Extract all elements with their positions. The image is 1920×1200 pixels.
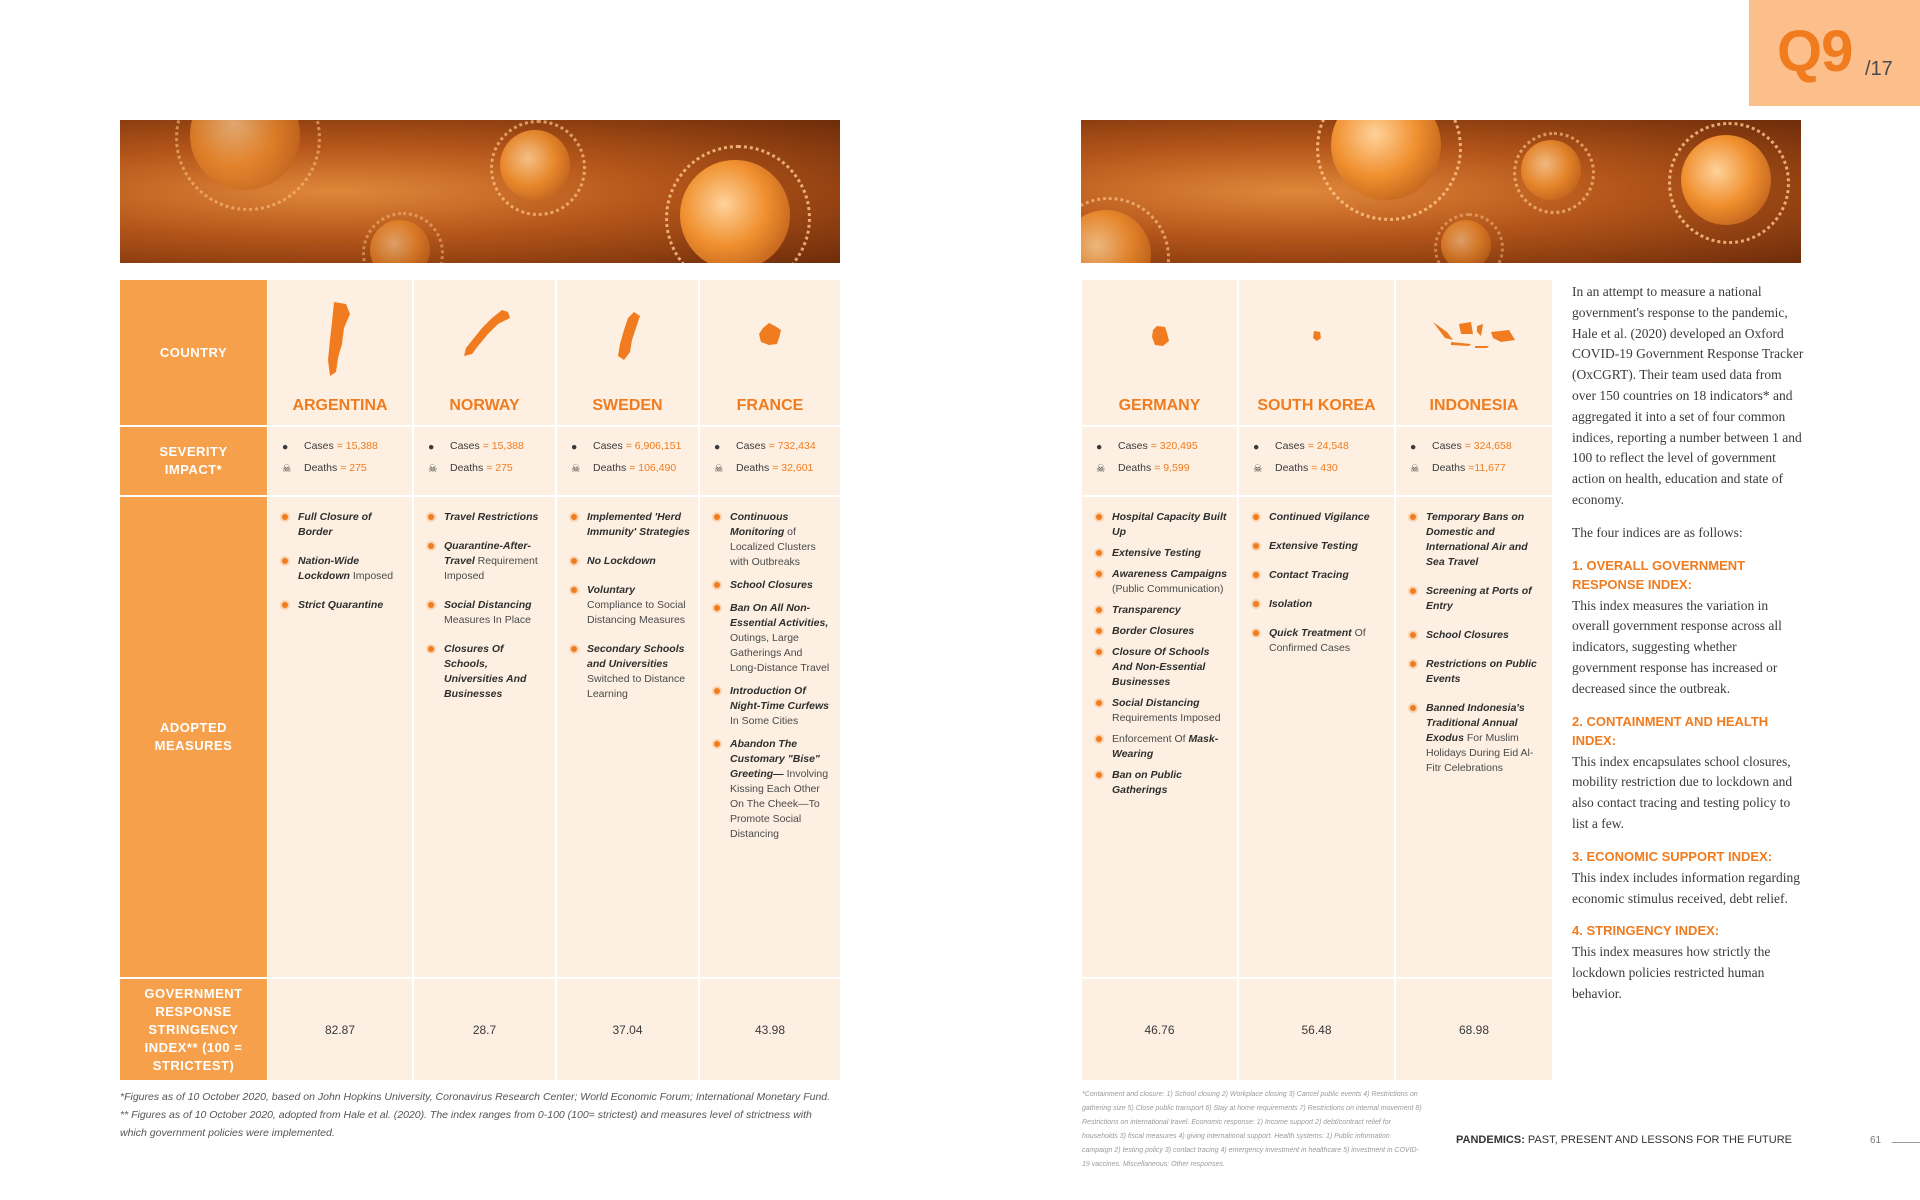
virus-icon: ● <box>571 441 578 453</box>
stringency-value: 56.48 <box>1301 1023 1332 1037</box>
germany-map-icon <box>1149 325 1171 347</box>
list-item: Social Distancing Requirements Imposed <box>1096 696 1229 726</box>
measures-list <box>428 510 547 716</box>
severity-figures: ● Cases = 324,658 ☠ Deaths =11,677 <box>1410 435 1512 479</box>
country-column-argentina <box>268 280 412 1080</box>
list-item: Voluntary Compliance to Social Distancing Measures <box>571 583 690 628</box>
skull-icon: ☠ <box>571 463 581 475</box>
list-item: Transparency <box>1096 603 1229 618</box>
measures-list <box>571 510 690 716</box>
question-number: Q9 <box>1777 19 1853 84</box>
list-item: Secondary Schools and Universities Switched to Distance Learning <box>571 642 690 702</box>
france-map-icon <box>757 322 783 346</box>
list-item: Banned Indonesia's Traditional Annual Exodus For Muslim Holidays During Eid Al-Fitr Celebrations <box>1410 701 1544 776</box>
stringency-value: 82.87 <box>324 1023 356 1037</box>
index-explanation <box>1572 282 1804 1017</box>
stringency-value: 37.04 <box>612 1023 643 1037</box>
stringency-value: 28.7 <box>472 1023 497 1037</box>
list-item: Ban On All Non-Essential Activities, Outings, Large Gatherings And Long-Distance Travel <box>714 601 832 676</box>
country-column-norway <box>414 280 555 1080</box>
row-header-severity: SEVERITY IMPACT* <box>120 427 267 495</box>
country-name: GERMANY <box>1118 397 1201 414</box>
row-header-measures: ADOPTED MEASURES <box>120 497 267 977</box>
index-description: This index includes information regarding economic stimulus received, debt relief. <box>1572 869 1800 906</box>
country-column-south-korea <box>1239 280 1394 1080</box>
list-item: Full Closure of Border <box>282 510 404 540</box>
list-item: School Closures <box>1410 628 1544 643</box>
index-title: 4. STRINGENCY INDEX: <box>1572 923 1720 939</box>
question-badge <box>1749 0 1920 106</box>
skull-icon: ☠ <box>714 463 724 475</box>
row-header-stringency: GOVERNMENT RESPONSE STRINGENCY INDEX** (100 = STRICTEST) <box>120 979 267 1080</box>
virus-icon: ● <box>428 441 435 453</box>
country-column-indonesia <box>1396 280 1552 1080</box>
argentina-map-icon <box>320 300 360 378</box>
index-title: 1. OVERALL GOVERNMENT RESPONSE INDEX: <box>1572 557 1746 592</box>
stringency-value: 46.76 <box>1144 1023 1175 1037</box>
list-item: Nation-Wide Lockdown Imposed <box>282 554 404 584</box>
skull-icon: ☠ <box>1410 463 1420 475</box>
running-footer: PANDEMICS: PAST, PRESENT AND LESSONS FOR THE FUTURE <box>1456 1134 1792 1146</box>
norway-map-icon <box>458 308 512 358</box>
list-item: Extensive Testing <box>1096 546 1229 561</box>
virus-banner-left <box>120 120 840 263</box>
stringency-value: 68.98 <box>1458 1023 1490 1037</box>
list-item: Abandon The Customary "Bise" Greeting— Involving Kissing Each Other On The Cheek—To Promote Social Distancing <box>714 737 832 842</box>
severity-figures: ● Cases = 320,495 ☠ Deaths = 9,599 <box>1096 435 1198 479</box>
index-description: This index encapsulates school closures, mobility restriction due to lockdown and also contact tracing and testing policy to list a few. <box>1572 753 1793 831</box>
virus-icon: ● <box>714 441 721 453</box>
sweden-map-icon <box>612 310 644 362</box>
country-name: SWEDEN <box>592 397 663 414</box>
severity-figures: ● Cases = 6,906,151 ☠ Deaths = 106,490 <box>571 435 681 479</box>
skull-icon: ☠ <box>1253 463 1263 475</box>
index-description: This index measures the variation in overall government response across all indicators, suggesting whether government response has increased or decreased since the outbreak. <box>1572 597 1782 696</box>
list-item: No Lockdown <box>571 554 690 569</box>
list-item: Border Closures <box>1096 624 1229 639</box>
country-column-france <box>700 280 840 1080</box>
index-title: 3. ECONOMIC SUPPORT INDEX: <box>1572 848 1773 864</box>
page-number: 61 <box>1870 1135 1882 1146</box>
list-item: Ban on Public Gatherings <box>1096 768 1229 798</box>
index-description: This index measures how strictly the lockdown policies restricted human behavior. <box>1572 944 1771 1001</box>
indonesia-map-icon <box>1431 318 1517 352</box>
right-country-table <box>1082 280 1552 1080</box>
list-item: Closure Of Schools And Non-Essential Businesses <box>1096 645 1229 690</box>
list-item: Contact Tracing <box>1253 568 1386 583</box>
measures-list <box>282 510 404 627</box>
skull-icon: ☠ <box>428 463 438 475</box>
severity-figures: ● Cases = 732,434 ☠ Deaths = 32,601 <box>714 435 816 479</box>
virus-icon: ● <box>1253 441 1260 453</box>
list-item: Travel Restrictions <box>428 510 547 525</box>
list-item: Implemented 'Herd Immunity' Strategies <box>571 510 690 540</box>
country-name: FRANCE <box>736 397 804 414</box>
virus-banner-right <box>1081 120 1801 263</box>
list-item: Social Distancing Measures In Place <box>428 598 547 628</box>
measures-list <box>1410 510 1544 790</box>
footer-rule <box>1892 1142 1920 1143</box>
skull-icon: ☠ <box>1096 463 1106 475</box>
severity-figures: ● Cases = 15,388 ☠ Deaths = 275 <box>428 435 524 479</box>
country-name: SOUTH KOREA <box>1257 397 1376 414</box>
list-item: Temporary Bans on Domestic and International Air and Sea Travel <box>1410 510 1544 570</box>
skull-icon: ☠ <box>282 463 292 475</box>
left-footnote: *Figures as of 10 October 2020, based on John Hopkins University, Coronavirus Research Center; World Economic Forum; International Monetary Fund. ** Figures as of 10 October 2020, adopted from Hale et al. (2020). The index ranges from 0-100 (100= strictest) and measures level of strictness with which government policies were implemented. <box>120 1091 831 1139</box>
list-item: Continued Vigilance <box>1253 510 1386 525</box>
country-name: INDONESIA <box>1429 397 1519 414</box>
list-item: School Closures <box>714 578 832 593</box>
virus-icon: ● <box>1096 441 1103 453</box>
country-column-sweden <box>557 280 698 1080</box>
list-item: Awareness Campaigns (Public Communication) <box>1096 567 1229 597</box>
virus-icon: ● <box>282 441 289 453</box>
list-item: Extensive Testing <box>1253 539 1386 554</box>
country-column-germany <box>1082 280 1237 1080</box>
row-header-country: COUNTRY <box>120 280 267 425</box>
list-item: Closures Of Schools, Universities And Businesses <box>428 642 547 702</box>
question-total: /17 <box>1865 58 1893 80</box>
country-name: NORWAY <box>449 397 520 414</box>
list-item: Hospital Capacity Built Up <box>1096 510 1229 540</box>
list-item: Isolation <box>1253 597 1386 612</box>
country-name: ARGENTINA <box>292 397 388 414</box>
severity-figures: ● Cases = 24,548 ☠ Deaths = 430 <box>1253 435 1349 479</box>
list-item: Continuous Monitoring of Localized Clusters with Outbreaks <box>714 510 832 570</box>
list-item: Introduction Of Night-Time Curfews In Some Cities <box>714 684 832 729</box>
measures-list <box>1096 510 1229 804</box>
list-item: Quarantine-After-Travel Requirement Imposed <box>428 539 547 584</box>
severity-figures: ● Cases = 15,388 ☠ Deaths = 275 <box>282 435 378 479</box>
stringency-value: 43.98 <box>754 1023 786 1037</box>
index-title: 2. CONTAINMENT AND HEALTH INDEX: <box>1572 713 1769 748</box>
intro-paragraph: In an attempt to measure a national government's response to the pandemic, Hale et al. (2020) developed an Oxford COVID-19 Government Response Tracker (OxCGRT). Their team used data from over 150 countries on 18 indicators* and aggregated it into a set of four common indices, reporting a number between 1 and 100 to reflect the level of government action on health, education and state of economy. <box>1572 284 1804 507</box>
list-item: Strict Quarantine <box>282 598 404 613</box>
measures-list <box>1253 510 1386 670</box>
right-footnote: *Containment and closure: 1) School closing 2) Workplace closing 3) Cancel public events 4) Restrictions on gathering size 5) Close public transport 6) Stay at home requirements 7) Restrictions on internal movement 8) Restrictions on international travel. Economic response: 1) Income support 2) debt/contract relief for households 3) fiscal measures 4) giving international support. Health systems: 1) Public information campaign 2) testing policy 3) contact tracing 4) emergency investment in healthcare 5) investment in COVID-19 vaccines. Miscellaneous: Other responses. <box>1082 1091 1422 1168</box>
list-item: Quick Treatment Of Confirmed Cases <box>1253 626 1386 656</box>
lead-paragraph: The four indices are as follows: <box>1572 524 1743 540</box>
list-item: Screening at Ports of Entry <box>1410 584 1544 614</box>
list-item: Restrictions on Public Events <box>1410 657 1544 687</box>
virus-icon: ● <box>1410 441 1417 453</box>
south-korea-map-icon <box>1312 330 1322 342</box>
measures-list <box>714 510 832 850</box>
left-country-table <box>120 280 840 1080</box>
list-item: Enforcement Of Mask-Wearing <box>1096 732 1229 762</box>
